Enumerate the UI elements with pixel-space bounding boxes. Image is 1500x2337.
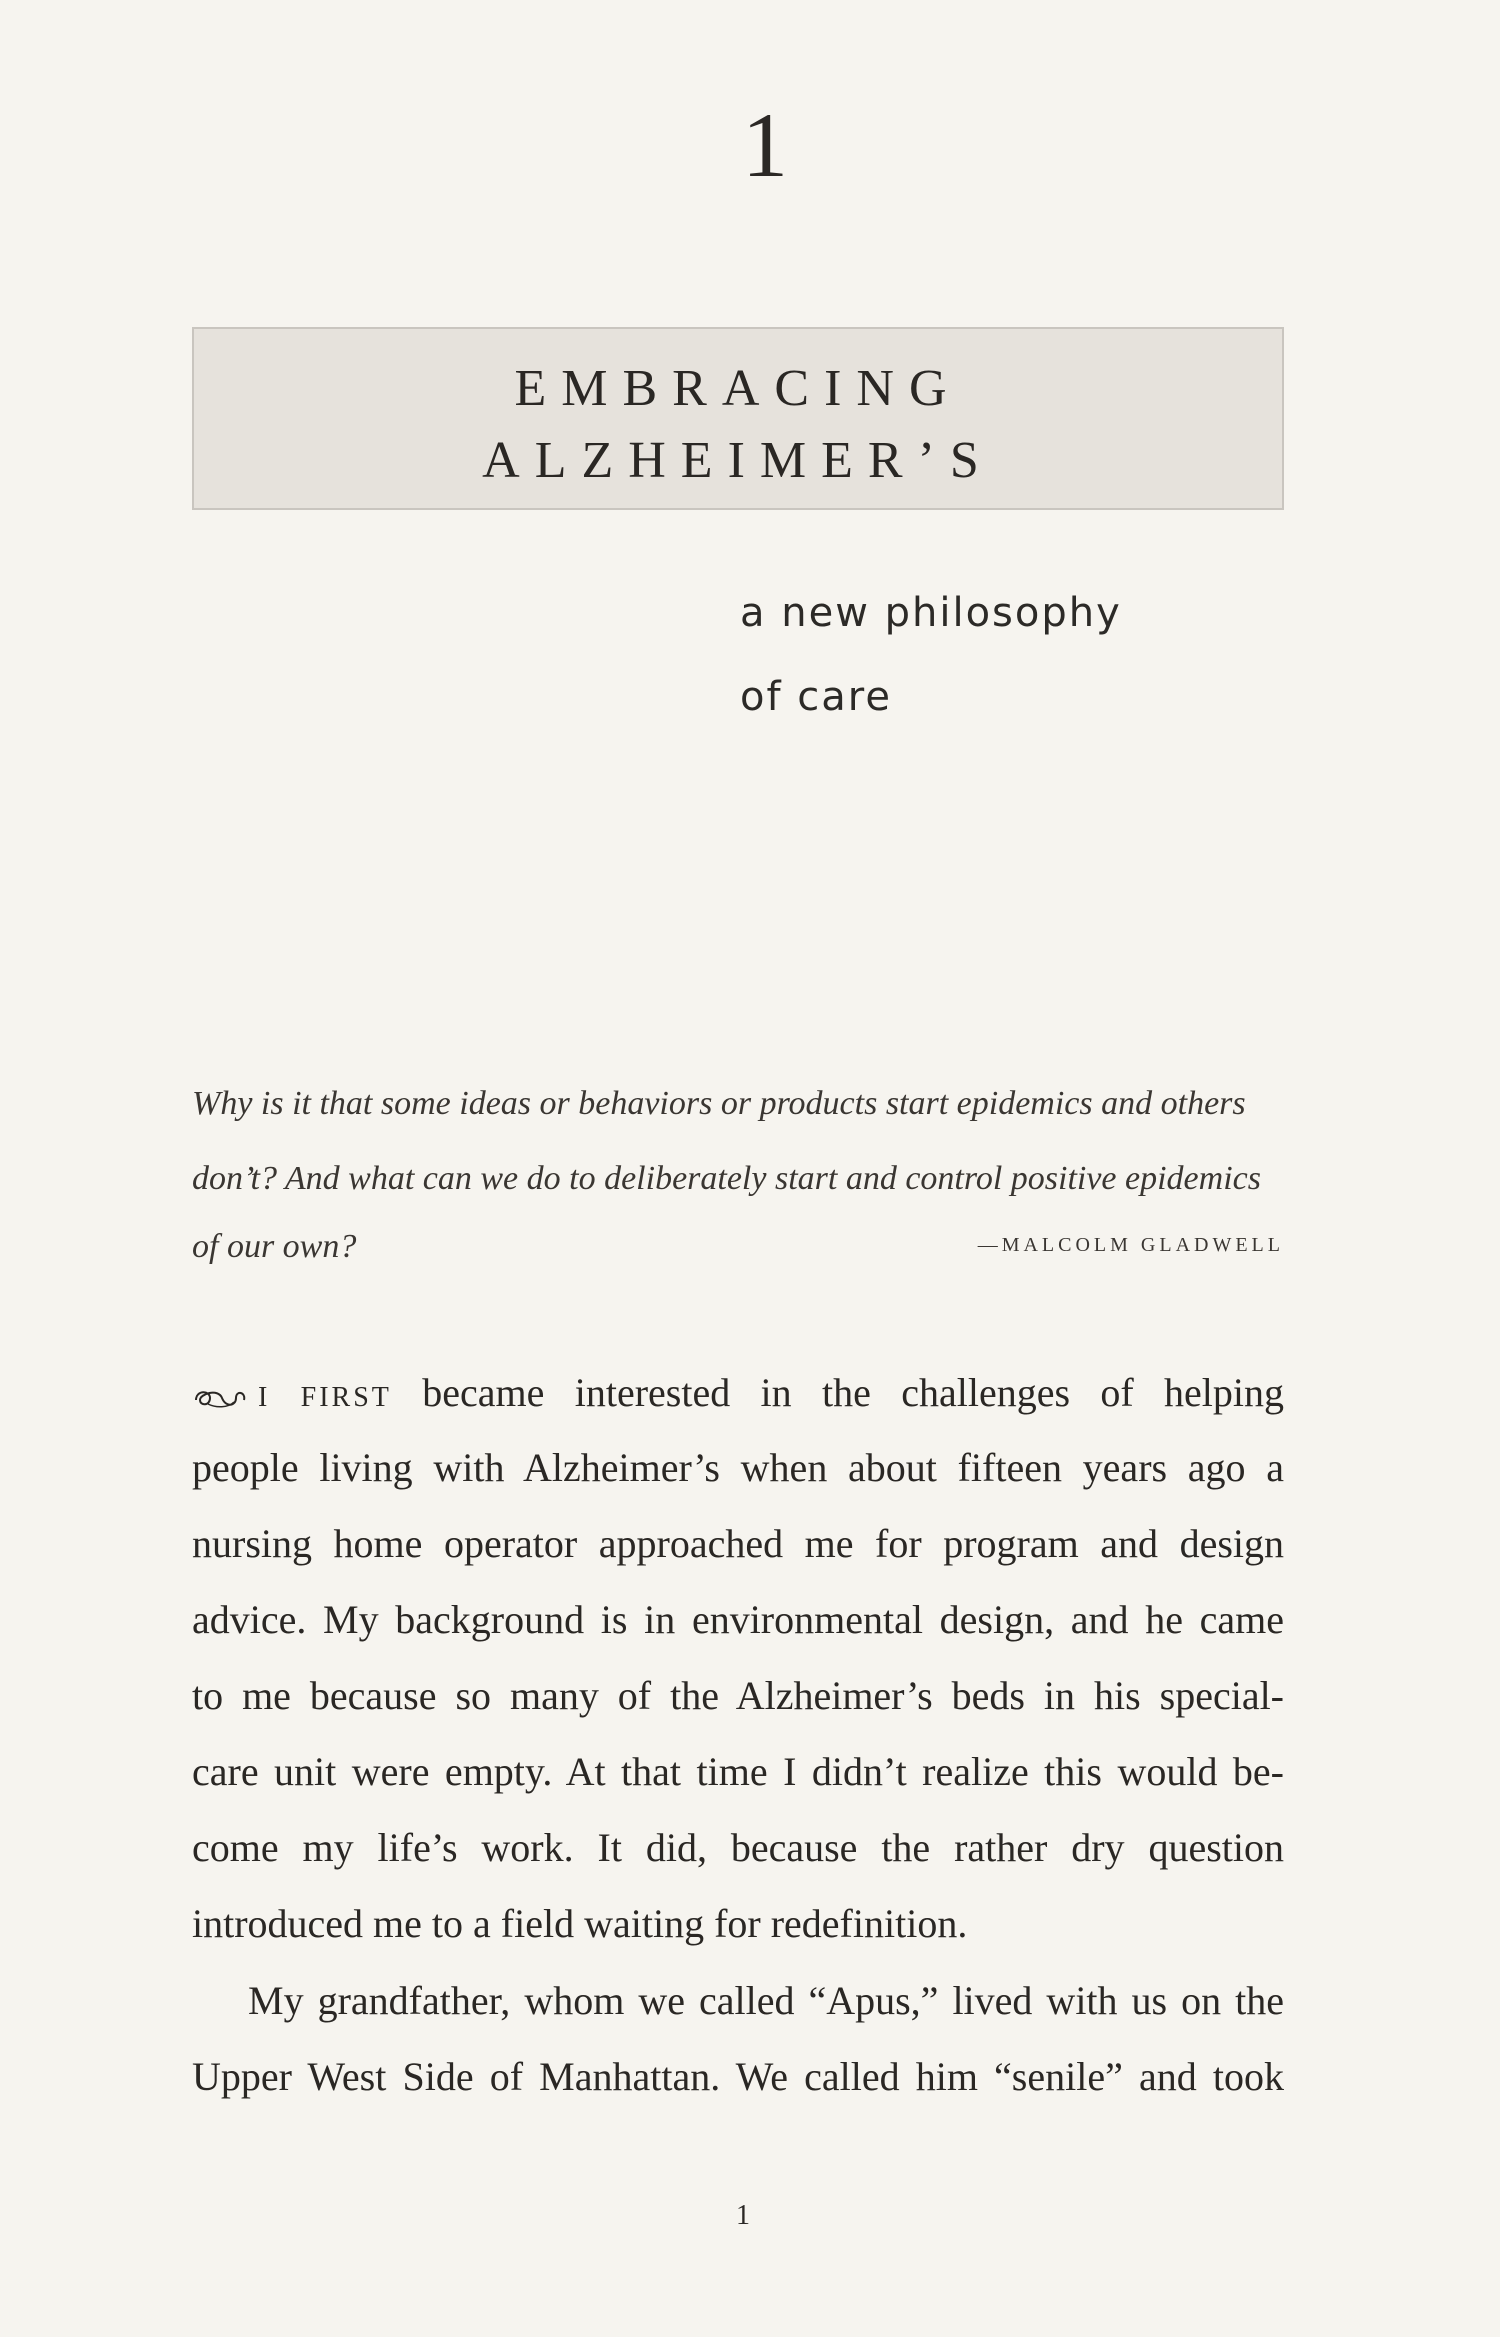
chapter-title-line-1: EMBRACING <box>514 360 962 417</box>
drop-words: I FIRST <box>258 1382 392 1413</box>
body-line-10: Upper West Side of Manhattan. We called him “senile” and took <box>192 2054 1284 2099</box>
chapter-subtitle-line-1: a new philosophy <box>740 590 1122 636</box>
epigraph-line-3: of our own? <box>192 1228 357 1265</box>
epigraph-line-2: don’t? And what can we do to deliberately start and control positive epidemics <box>192 1160 1261 1197</box>
body-line-1 <box>192 1368 1284 1423</box>
epigraph-line-1: Why is it that some ideas or behaviors or products start epidemics and others <box>192 1085 1246 1122</box>
body-line-7: come my life’s work. It did, because the rather dry question <box>192 1825 1284 1870</box>
body-line-5: to me because so many of the Alzheimer’s beds in his special- <box>192 1673 1284 1718</box>
body-line-8: introduced me to a field waiting for redefinition. <box>192 1901 968 1946</box>
chapter-title-box <box>192 327 1284 510</box>
chapter-subtitle-line-2: of care <box>740 674 892 720</box>
chapter-number: 1 <box>742 94 788 196</box>
body-line-6: care unit were empty. At that time I didn’t realize this would be- <box>192 1749 1284 1794</box>
page-number: 1 <box>736 2200 750 2231</box>
body-line-4: advice. My background is in environmental design, and he came <box>192 1597 1284 1642</box>
body-line-3: nursing home operator approached me for program and design <box>192 1521 1284 1566</box>
body-line-1-text: became interested in the challenges of helping <box>422 1370 1284 1415</box>
body-line-2: people living with Alzheimer’s when about fifteen years ago a <box>192 1445 1284 1490</box>
epigraph-author: —MALCOLM GLADWELL <box>977 1234 1284 1256</box>
body-line-9: My grandfather, whom we called “Apus,” lived with us on the <box>248 1978 1284 2023</box>
chapter-title-line-2: ALZHEIMER’S <box>482 432 994 489</box>
ornament-icon <box>192 1382 248 1412</box>
